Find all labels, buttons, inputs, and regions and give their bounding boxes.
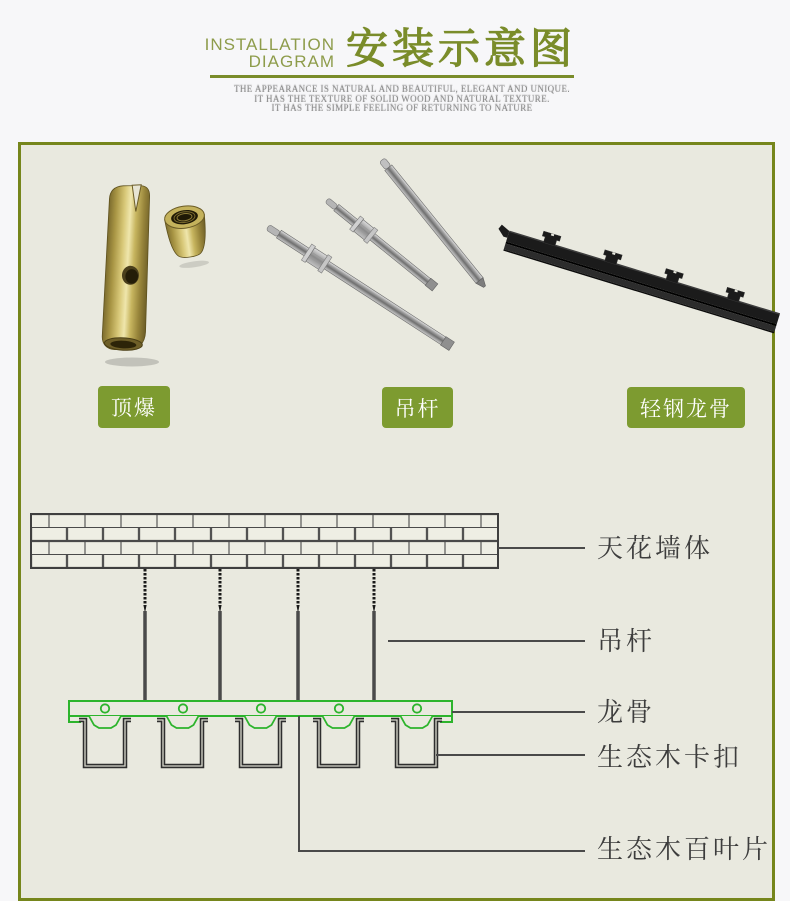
hanger-rod-line [372,569,375,702]
product-label-anchor: 顶爆 [98,386,170,428]
ceiling-wall-drawing [31,514,498,568]
diagram-label-buckle: 生态木卡扣 [597,742,743,772]
diagram-label-rod: 吊杆 [597,626,656,656]
product-label-rod: 吊杆 [382,387,453,428]
hanger-rod-line [296,569,299,702]
subtitle-line-2: IT HAS THE TEXTURE OF SOLID WOOD AND NATURAL TEXTURE. [254,93,550,104]
pointer-lines [299,548,585,851]
subtitle-line-1: THE APPEARANCE IS NATURAL AND BEAUTIFUL, ELEGANT AND UNIQUE. [234,84,570,94]
pointer-line-louver [299,716,585,851]
diagram-label-ceiling: 天花墙体 [597,533,714,563]
hanger-rod-drawings [143,569,375,702]
tagline-line-1: INSTALLATION [204,35,335,54]
hanger-rod-line [143,569,146,702]
subtitle-line-3: IT HAS THE SIMPLE FEELING OF RETURNING TO NATURE [271,103,533,113]
tagline-line-2: DIAGRAM [248,52,335,71]
page-title: 安装示意图 [346,25,577,72]
keel-clip-drawings [89,716,433,728]
diagram-label-keel: 龙骨 [597,697,656,727]
product-label-keel: 轻钢龙骨 [627,387,745,428]
diagram-label-louver: 生态木百叶片 [597,834,772,864]
hanger-rod-line [218,569,221,702]
